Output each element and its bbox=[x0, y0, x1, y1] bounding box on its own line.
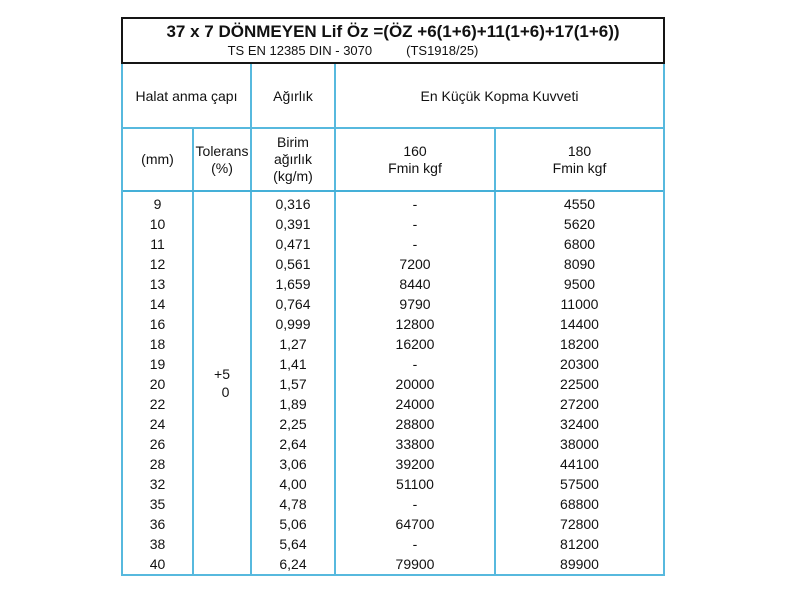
header-tolerance bbox=[194, 129, 252, 190]
cell-f160: 8440 bbox=[399, 276, 431, 292]
header-f180-value: 180 bbox=[567, 142, 592, 159]
cell-f180: 18200 bbox=[560, 336, 599, 352]
cell-f160: - bbox=[412, 236, 418, 252]
header-f180 bbox=[496, 129, 663, 190]
cell-f160: 28800 bbox=[395, 416, 435, 432]
cell-unit-weight: 2,64 bbox=[279, 436, 307, 452]
cell-mm: 16 bbox=[149, 316, 166, 332]
cell-mm: 13 bbox=[149, 276, 166, 292]
header-mm-label: (mm) bbox=[141, 151, 174, 167]
cell-f160: 64700 bbox=[395, 516, 435, 532]
column-unit-weight-values bbox=[252, 192, 336, 574]
cell-unit-weight: 0,316 bbox=[275, 196, 311, 212]
cell-f180: 38000 bbox=[560, 436, 599, 452]
header-diameter: Halat anma çapı bbox=[123, 64, 252, 127]
cell-mm: 32 bbox=[149, 476, 166, 492]
header-mm bbox=[123, 129, 194, 190]
table-subtitle bbox=[85, 43, 621, 58]
column-diameter-values bbox=[123, 192, 194, 574]
tolerance-upper: +5 bbox=[214, 366, 230, 382]
cell-f180: 32400 bbox=[560, 416, 599, 432]
cell-f160: 7200 bbox=[399, 256, 431, 272]
cell-unit-weight: 0,764 bbox=[275, 296, 311, 312]
cell-f180: 89900 bbox=[560, 556, 599, 572]
cell-f160: - bbox=[412, 536, 418, 552]
cell-f180: 44100 bbox=[560, 456, 599, 472]
cell-f180: 68800 bbox=[560, 496, 599, 512]
cell-f160: - bbox=[412, 216, 418, 232]
cell-unit-weight: 3,06 bbox=[279, 456, 307, 472]
cell-f160: - bbox=[412, 196, 418, 212]
header-tolerance-line2: (%) bbox=[211, 159, 233, 176]
cell-f160: 20000 bbox=[395, 376, 435, 392]
cell-unit-weight: 5,64 bbox=[279, 536, 307, 552]
cell-f180: 9500 bbox=[563, 276, 596, 292]
column-tolerance-merged-cell bbox=[194, 192, 252, 574]
header-f160-value: 160 bbox=[403, 142, 427, 159]
standard-reference: TS EN 12385 DIN - 3070 bbox=[227, 43, 373, 58]
cell-mm: 9 bbox=[153, 196, 162, 212]
header-f160 bbox=[336, 129, 496, 190]
column-f180-values bbox=[496, 192, 663, 574]
cell-mm: 11 bbox=[150, 236, 165, 252]
cell-mm: 22 bbox=[149, 396, 166, 412]
header-f180-unit: Fmin kgf bbox=[552, 159, 607, 176]
cell-mm: 28 bbox=[149, 456, 166, 472]
cell-unit-weight: 6,24 bbox=[279, 556, 307, 572]
cell-mm: 36 bbox=[149, 516, 166, 532]
header-f160-unit: Fmin kgf bbox=[388, 159, 442, 176]
cell-unit-weight: 4,78 bbox=[279, 496, 307, 512]
cell-mm: 24 bbox=[149, 416, 166, 432]
cell-unit-weight: 0,391 bbox=[275, 216, 311, 232]
cell-mm: 14 bbox=[149, 296, 166, 312]
cell-f180: 5620 bbox=[563, 216, 596, 232]
cell-mm: 18 bbox=[149, 336, 166, 352]
header-unit-weight-line3: (kg/m) bbox=[273, 168, 313, 184]
header-unit-weight bbox=[252, 129, 336, 190]
header-row-groups bbox=[123, 64, 663, 127]
cell-unit-weight: 2,25 bbox=[279, 416, 307, 432]
cell-f160: - bbox=[412, 496, 418, 512]
cell-f180: 4550 bbox=[563, 196, 596, 212]
cell-unit-weight: 0,999 bbox=[275, 316, 311, 332]
cell-f180: 81200 bbox=[560, 536, 599, 552]
cell-f160: 51100 bbox=[396, 476, 434, 492]
cell-f180: 22500 bbox=[560, 376, 599, 392]
table-title: 37 x 7 DÖNMEYEN Lif Öz =(ÖZ +6(1+6)+11(1+6)+17(1+6)) bbox=[166, 22, 620, 41]
cell-unit-weight: 5,06 bbox=[279, 516, 307, 532]
cell-f160: 33800 bbox=[395, 436, 435, 452]
cell-unit-weight: 4,00 bbox=[279, 476, 307, 492]
cell-mm: 35 bbox=[149, 496, 166, 512]
cell-f180: 8090 bbox=[563, 256, 596, 272]
cell-unit-weight: 1,659 bbox=[275, 276, 311, 292]
cell-mm: 38 bbox=[149, 536, 166, 552]
cell-unit-weight: 0,561 bbox=[275, 256, 311, 272]
cell-unit-weight: 1,27 bbox=[279, 336, 307, 352]
cell-f160: 39200 bbox=[395, 456, 435, 472]
rope-spec-table bbox=[121, 17, 665, 576]
cell-f180: 11000 bbox=[560, 296, 599, 312]
cell-f180: 57500 bbox=[560, 476, 599, 492]
cell-mm: 26 bbox=[149, 436, 166, 452]
cell-mm: 10 bbox=[149, 216, 166, 232]
cell-f180: 20300 bbox=[560, 356, 599, 372]
column-f160-values bbox=[336, 192, 496, 574]
cell-mm: 12 bbox=[149, 256, 166, 272]
cell-mm: 19 bbox=[149, 356, 166, 372]
header-breaking-force: En Küçük Kopma Kuvveti bbox=[420, 87, 579, 104]
cell-f160: 16200 bbox=[395, 336, 435, 352]
standard-reference-paren: (TS1918/25) bbox=[406, 43, 479, 58]
tolerance-lower: 0 bbox=[221, 384, 230, 400]
header-weight: Ağırlık bbox=[252, 64, 336, 127]
cell-f160: 12800 bbox=[395, 316, 435, 332]
cell-mm: 20 bbox=[149, 376, 166, 392]
cell-unit-weight: 1,57 bbox=[279, 376, 307, 392]
cell-f180: 6800 bbox=[563, 236, 596, 252]
table-title-box bbox=[121, 17, 665, 64]
cell-unit-weight: 1,89 bbox=[279, 396, 307, 412]
cell-f180: 14400 bbox=[560, 316, 599, 332]
cell-f160: 79900 bbox=[395, 556, 435, 572]
header-unit-weight-line2: ağırlık bbox=[273, 151, 313, 167]
header-unit-weight-line1: Birim bbox=[277, 134, 309, 150]
header-tolerance-line1: Tolerans bbox=[195, 142, 249, 159]
cell-f160: - bbox=[412, 356, 418, 372]
table-body bbox=[123, 192, 663, 574]
data-grid bbox=[121, 64, 665, 576]
header-row-subcolumns bbox=[123, 127, 663, 192]
cell-f160: 24000 bbox=[395, 396, 435, 412]
cell-mm: 40 bbox=[149, 556, 166, 572]
cell-unit-weight: 0,471 bbox=[275, 236, 311, 252]
cell-unit-weight: 1,41 bbox=[279, 356, 307, 372]
cell-f160: 9790 bbox=[399, 296, 431, 312]
cell-f180: 27200 bbox=[560, 396, 599, 412]
cell-f180: 72800 bbox=[560, 516, 599, 532]
